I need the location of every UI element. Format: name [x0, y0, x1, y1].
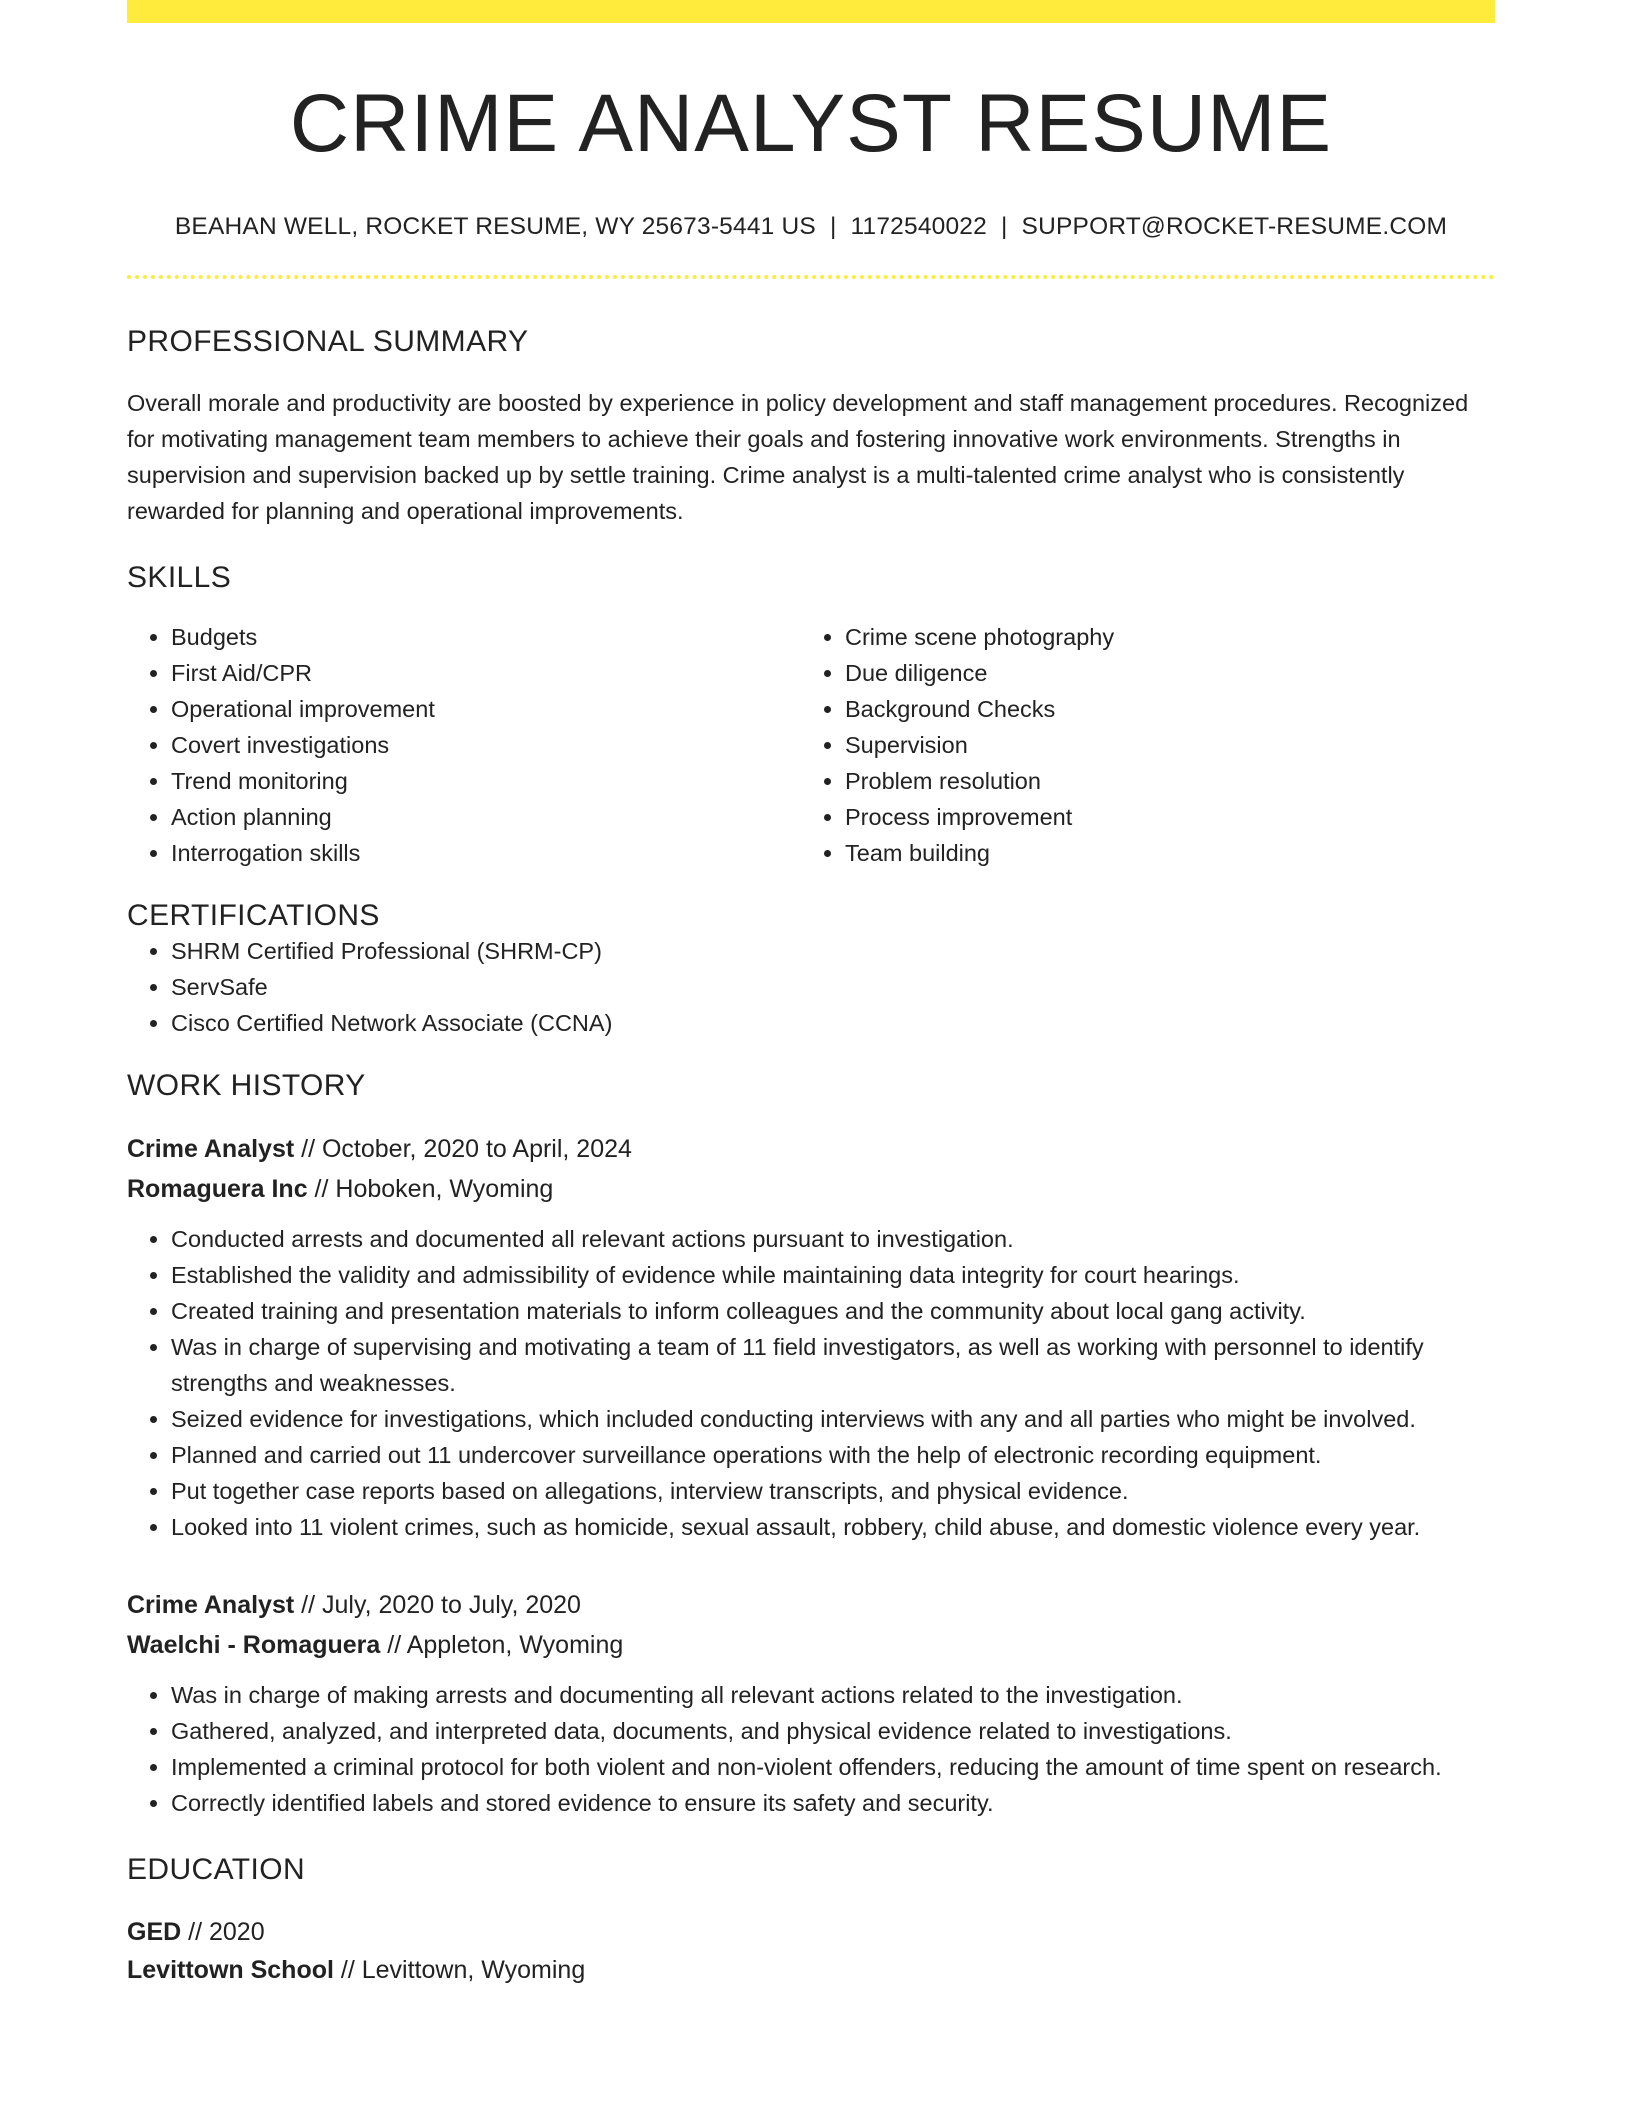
certifications-list	[127, 933, 1495, 1041]
skills-column-left	[127, 619, 801, 871]
skill-item: • Due diligence	[845, 655, 1475, 691]
job-bullet: • Planned and carried out 11 undercover surveillance operations with the help of electronic recording equipment.	[171, 1437, 1495, 1473]
accent-top-bar	[127, 0, 1495, 23]
job-separator: //	[380, 1631, 407, 1660]
job-separator: //	[307, 1175, 336, 1204]
skill-item: • Interrogation skills	[171, 835, 801, 871]
contact-address: BEAHAN WELL, ROCKET RESUME, WY 25673-5441 US	[174, 213, 816, 241]
skill-item: • First Aid/CPR	[171, 655, 801, 691]
job-bullet: • Gathered, analyzed, and interpreted data, documents, and physical evidence related to investigations.	[171, 1713, 1495, 1749]
education-year: 2020	[208, 1918, 265, 1947]
skill-item: • Action planning	[171, 799, 801, 835]
summary-text: Overall morale and productivity are boosted by experience in policy development and staff management procedures. Recognized for motivating management team members to achieve their goals and fostering innovative work environments. Strengths in supervision and supervision backed up by settle training. Crime analyst is a multi-talented crime analyst who is consistently rewarded for planning and operational improvements.	[127, 390, 1469, 525]
job-dates: October, 2020 to April, 2024	[321, 1135, 632, 1164]
job-title-line	[127, 1129, 1495, 1169]
certification-item: • SHRM Certified Professional (SHRM-CP)	[171, 933, 1495, 969]
job-company: Romaguera Inc	[127, 1175, 308, 1204]
dotted-divider	[127, 275, 1495, 279]
job-bullet: • Seized evidence for investigations, which included conducting interviews with any and all parties who might be involved.	[171, 1401, 1495, 1437]
contact-email: SUPPORT@ROCKET-RESUME.COM	[1021, 213, 1448, 241]
skills-heading: SKILLS	[127, 561, 232, 595]
education-school: Levittown School	[127, 1956, 334, 1985]
job-company-line	[127, 1169, 1495, 1209]
certification-item: • Cisco Certified Network Associate (CCNA)	[171, 1005, 1495, 1041]
contact-phone: 1172540022	[850, 213, 987, 241]
job-company-line	[127, 1625, 1495, 1665]
skill-item: • Operational improvement	[171, 691, 801, 727]
skills-columns	[127, 619, 1495, 871]
job-bullets	[127, 1221, 1495, 1545]
education-degree: GED	[127, 1918, 182, 1947]
skill-item: • Supervision	[845, 727, 1475, 763]
education-separator: //	[181, 1918, 209, 1947]
education-location: Levittown, Wyoming	[361, 1956, 586, 1985]
job-bullets	[127, 1677, 1495, 1821]
skill-item: • Problem resolution	[845, 763, 1475, 799]
job-bullet: • Looked into 11 violent crimes, such as homicide, sexual assault, robbery, child abuse, and domestic violence every year.	[171, 1509, 1495, 1545]
resume-title: CRIME ANALYST RESUME	[289, 78, 1333, 169]
job-title-line	[127, 1585, 1495, 1625]
job-bullet: • Implemented a criminal protocol for both violent and non-violent offenders, reducing the amount of time spent on research.	[171, 1749, 1495, 1785]
certifications-heading: CERTIFICATIONS	[127, 899, 380, 933]
job-entry	[127, 1585, 1495, 1821]
job-bullet: • Correctly identified labels and stored evidence to ensure its safety and security.	[171, 1785, 1495, 1821]
resume-page	[127, 0, 1495, 1989]
contact-line	[127, 213, 1495, 241]
job-bullet: • Established the validity and admissibility of evidence while maintaining data integrity for court hearings.	[171, 1257, 1495, 1293]
skill-item: • Process improvement	[845, 799, 1475, 835]
skills-list-left	[127, 619, 801, 871]
job-separator: //	[294, 1135, 322, 1164]
job-location: Hoboken, Wyoming	[335, 1175, 554, 1204]
skill-item: • Trend monitoring	[171, 763, 801, 799]
job-bullet: • Conducted arrests and documented all relevant actions pursuant to investigation.	[171, 1221, 1495, 1257]
skill-item: • Covert investigations	[171, 727, 801, 763]
work-history-heading: WORK HISTORY	[127, 1069, 366, 1103]
skills-column-right	[801, 619, 1475, 871]
skills-list-right	[801, 619, 1475, 871]
job-bullet: • Put together case reports based on allegations, interview transcripts, and physical evidence.	[171, 1473, 1495, 1509]
skill-item: • Team building	[845, 835, 1475, 871]
job-title: Crime Analyst	[127, 1591, 295, 1620]
job-dates: July, 2020 to July, 2020	[321, 1591, 581, 1620]
job-company: Waelchi - Romaguera	[127, 1631, 381, 1660]
job-entry	[127, 1129, 1495, 1545]
certification-item: • ServSafe	[171, 969, 1495, 1005]
skill-item: • Background Checks	[845, 691, 1475, 727]
education-degree-line	[127, 1913, 1495, 1951]
contact-separator: |	[829, 213, 837, 241]
education-heading: EDUCATION	[127, 1853, 306, 1887]
education-separator: //	[333, 1956, 362, 1985]
education-entry	[127, 1913, 1495, 1989]
summary-heading: PROFESSIONAL SUMMARY	[127, 325, 529, 359]
skill-item: • Budgets	[171, 619, 801, 655]
job-location: Appleton, Wyoming	[406, 1631, 624, 1660]
job-title: Crime Analyst	[127, 1135, 295, 1164]
job-separator: //	[294, 1591, 322, 1620]
job-bullet: • Was in charge of supervising and motivating a team of 11 field investigators, as well as working with personnel to identify strengths and weaknesses.	[171, 1329, 1495, 1401]
skill-item: • Crime scene photography	[845, 619, 1475, 655]
education-school-line	[127, 1951, 1495, 1989]
job-bullet: • Created training and presentation materials to inform colleagues and the community about local gang activity.	[171, 1293, 1495, 1329]
job-bullet: • Was in charge of making arrests and documenting all relevant actions related to the investigation.	[171, 1677, 1495, 1713]
contact-separator: |	[1000, 213, 1008, 241]
